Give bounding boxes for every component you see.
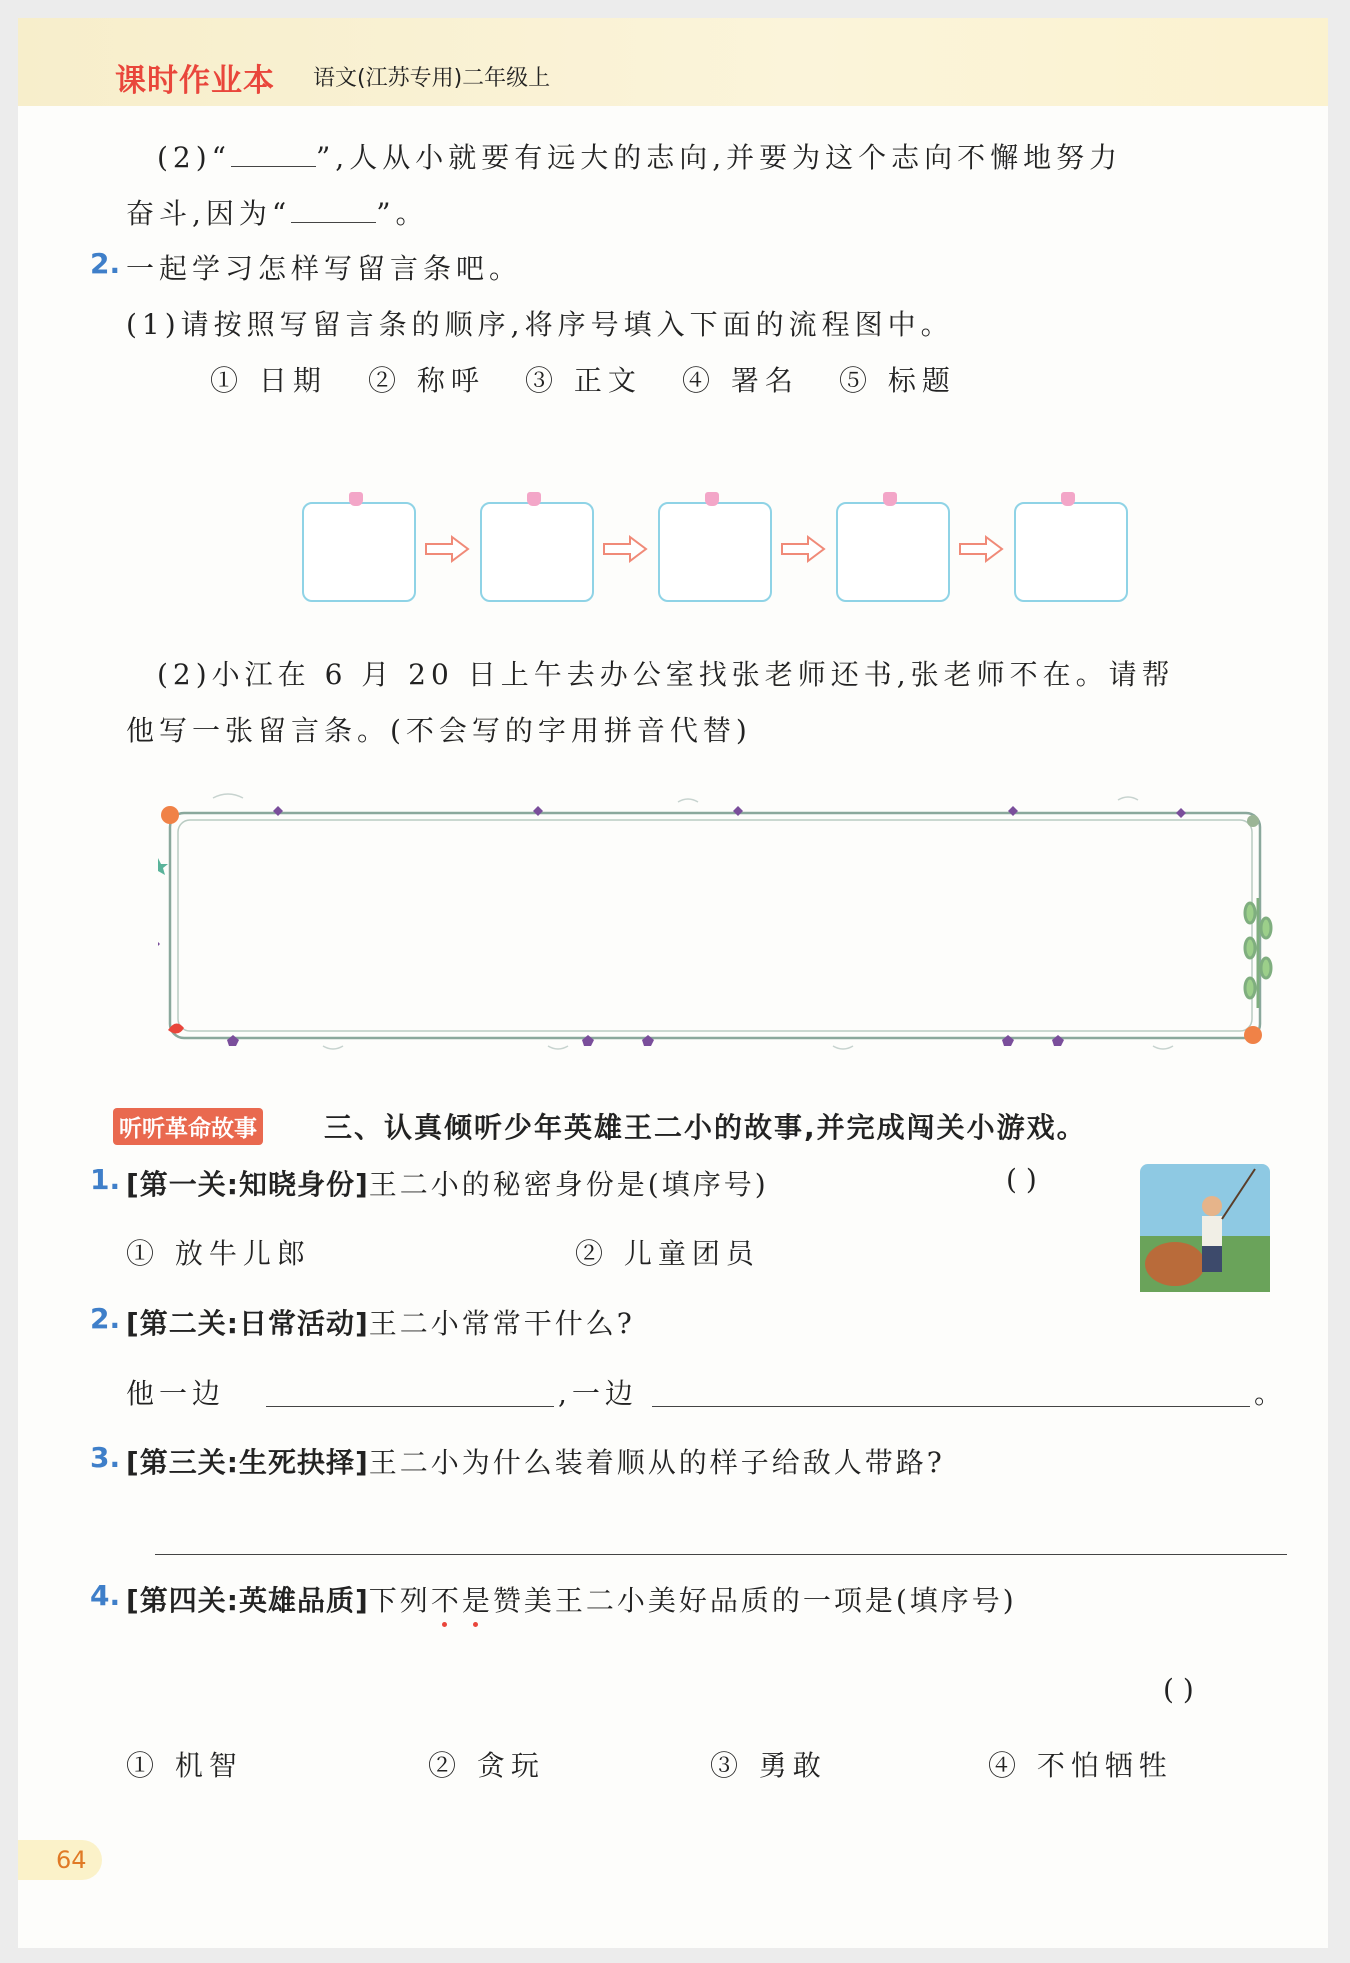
s3-q2-answer-end: 。	[1254, 1377, 1288, 1410]
answer-paren[interactable]: ( )	[1006, 1163, 1037, 1196]
flow-box-5[interactable]	[1014, 502, 1128, 602]
q1-2-line1: (2)“ ”,人从小就要有远大的志向,并要为这个志向不懈地努力	[157, 141, 1123, 174]
option-body: ③ 正文	[525, 364, 642, 397]
arrow-right-icon	[422, 534, 472, 564]
option-fearless: ④ 不怕牺牲	[988, 1749, 1173, 1782]
answer-line[interactable]	[266, 1406, 554, 1407]
subject-label: 语文(江苏专用)二年级上	[313, 66, 551, 91]
answer-paren[interactable]: ( )	[1163, 1673, 1194, 1706]
s3-q1-line: [第一关:知晓身份]王二小的秘密身份是(填序号)	[126, 1168, 769, 1201]
question-number: 3.	[90, 1441, 121, 1474]
s3-q2-line: [第二关:日常活动]王二小常常干什么?	[126, 1307, 635, 1340]
option-signature: ④ 署名	[682, 364, 799, 397]
option-salutation: ② 称呼	[368, 364, 485, 397]
boy-with-ox-illustration	[1140, 1164, 1270, 1292]
question-number: 4.	[90, 1579, 121, 1612]
s3-q2-answer-prefix: 他一边	[126, 1377, 226, 1410]
page-number-tab	[18, 1840, 102, 1880]
option-playful: ② 贪玩	[428, 1749, 545, 1782]
question-number: 2.	[90, 247, 121, 280]
arrow-right-icon	[778, 534, 828, 564]
flow-box-1[interactable]	[302, 502, 416, 602]
s3-q2-answer-mid: ,一边	[558, 1377, 638, 1410]
note-writing-frame[interactable]	[158, 778, 1288, 1068]
answer-blank[interactable]	[231, 142, 316, 167]
option-brave: ③ 勇敢	[710, 1749, 827, 1782]
flow-box-2[interactable]	[480, 502, 594, 602]
option-clever: ① 机智	[126, 1749, 243, 1782]
pin-icon	[705, 492, 719, 506]
brand-title: 课时作业本	[115, 63, 275, 99]
answer-line[interactable]	[155, 1554, 1287, 1555]
answer-blank[interactable]	[291, 198, 376, 223]
sub-question-2-line2: 他写一张留言条。(不会写的字用拼音代替)	[126, 714, 752, 747]
q1-2-line2: 奋斗,因为“ ”。	[126, 197, 429, 230]
question-number: 1.	[90, 1163, 121, 1196]
pin-icon	[883, 492, 897, 506]
sub-question-2-line1: (2)小江在 6 月 20 日上午去办公室找张老师还书,张老师不在。请帮	[157, 658, 1175, 691]
question-number: 2.	[90, 1302, 121, 1335]
flow-box-4[interactable]	[836, 502, 950, 602]
level-label: [第三关:生死抉择]	[126, 1446, 369, 1479]
level-label: [第二关:日常活动]	[126, 1307, 369, 1340]
option-date: ① 日期	[210, 364, 327, 397]
sub-question-1: (1)请按照写留言条的顺序,将序号填入下面的流程图中。	[126, 308, 954, 341]
pin-icon	[527, 492, 541, 506]
flow-box-3[interactable]	[658, 502, 772, 602]
story-badge: 听听革命故事	[113, 1108, 263, 1145]
option-childrens-corps: ② 儿童团员	[575, 1237, 760, 1270]
s3-q3-line: [第三关:生死抉择]王二小为什么装着顺从的样子给敌人带路?	[126, 1446, 945, 1479]
answer-line[interactable]	[652, 1406, 1250, 1407]
emphasis-not: 不	[430, 1584, 462, 1617]
option-title: ⑤ 标题	[839, 364, 956, 397]
pin-icon	[349, 492, 363, 506]
arrow-right-icon	[600, 534, 650, 564]
arrow-right-icon	[956, 534, 1006, 564]
workbook-page	[18, 18, 1328, 1948]
level-label: [第一关:知晓身份]	[126, 1168, 369, 1201]
section-3-title: 三、认真倾听少年英雄王二小的故事,并完成闯关小游戏。	[324, 1111, 1087, 1144]
option-cowherd: ① 放牛儿郎	[126, 1237, 311, 1270]
s3-q4-line: [第四关:英雄品质]下列不是赞美王二小美好品质的一项是(填序号)	[126, 1584, 1017, 1617]
emphasis-is: 是	[461, 1584, 493, 1617]
pin-icon	[1061, 492, 1075, 506]
page-number: 64	[56, 1846, 87, 1874]
question-text: 一起学习怎样写留言条吧。	[126, 252, 523, 285]
header-band	[18, 18, 1328, 106]
level-label: [第四关:英雄品质]	[126, 1584, 369, 1617]
